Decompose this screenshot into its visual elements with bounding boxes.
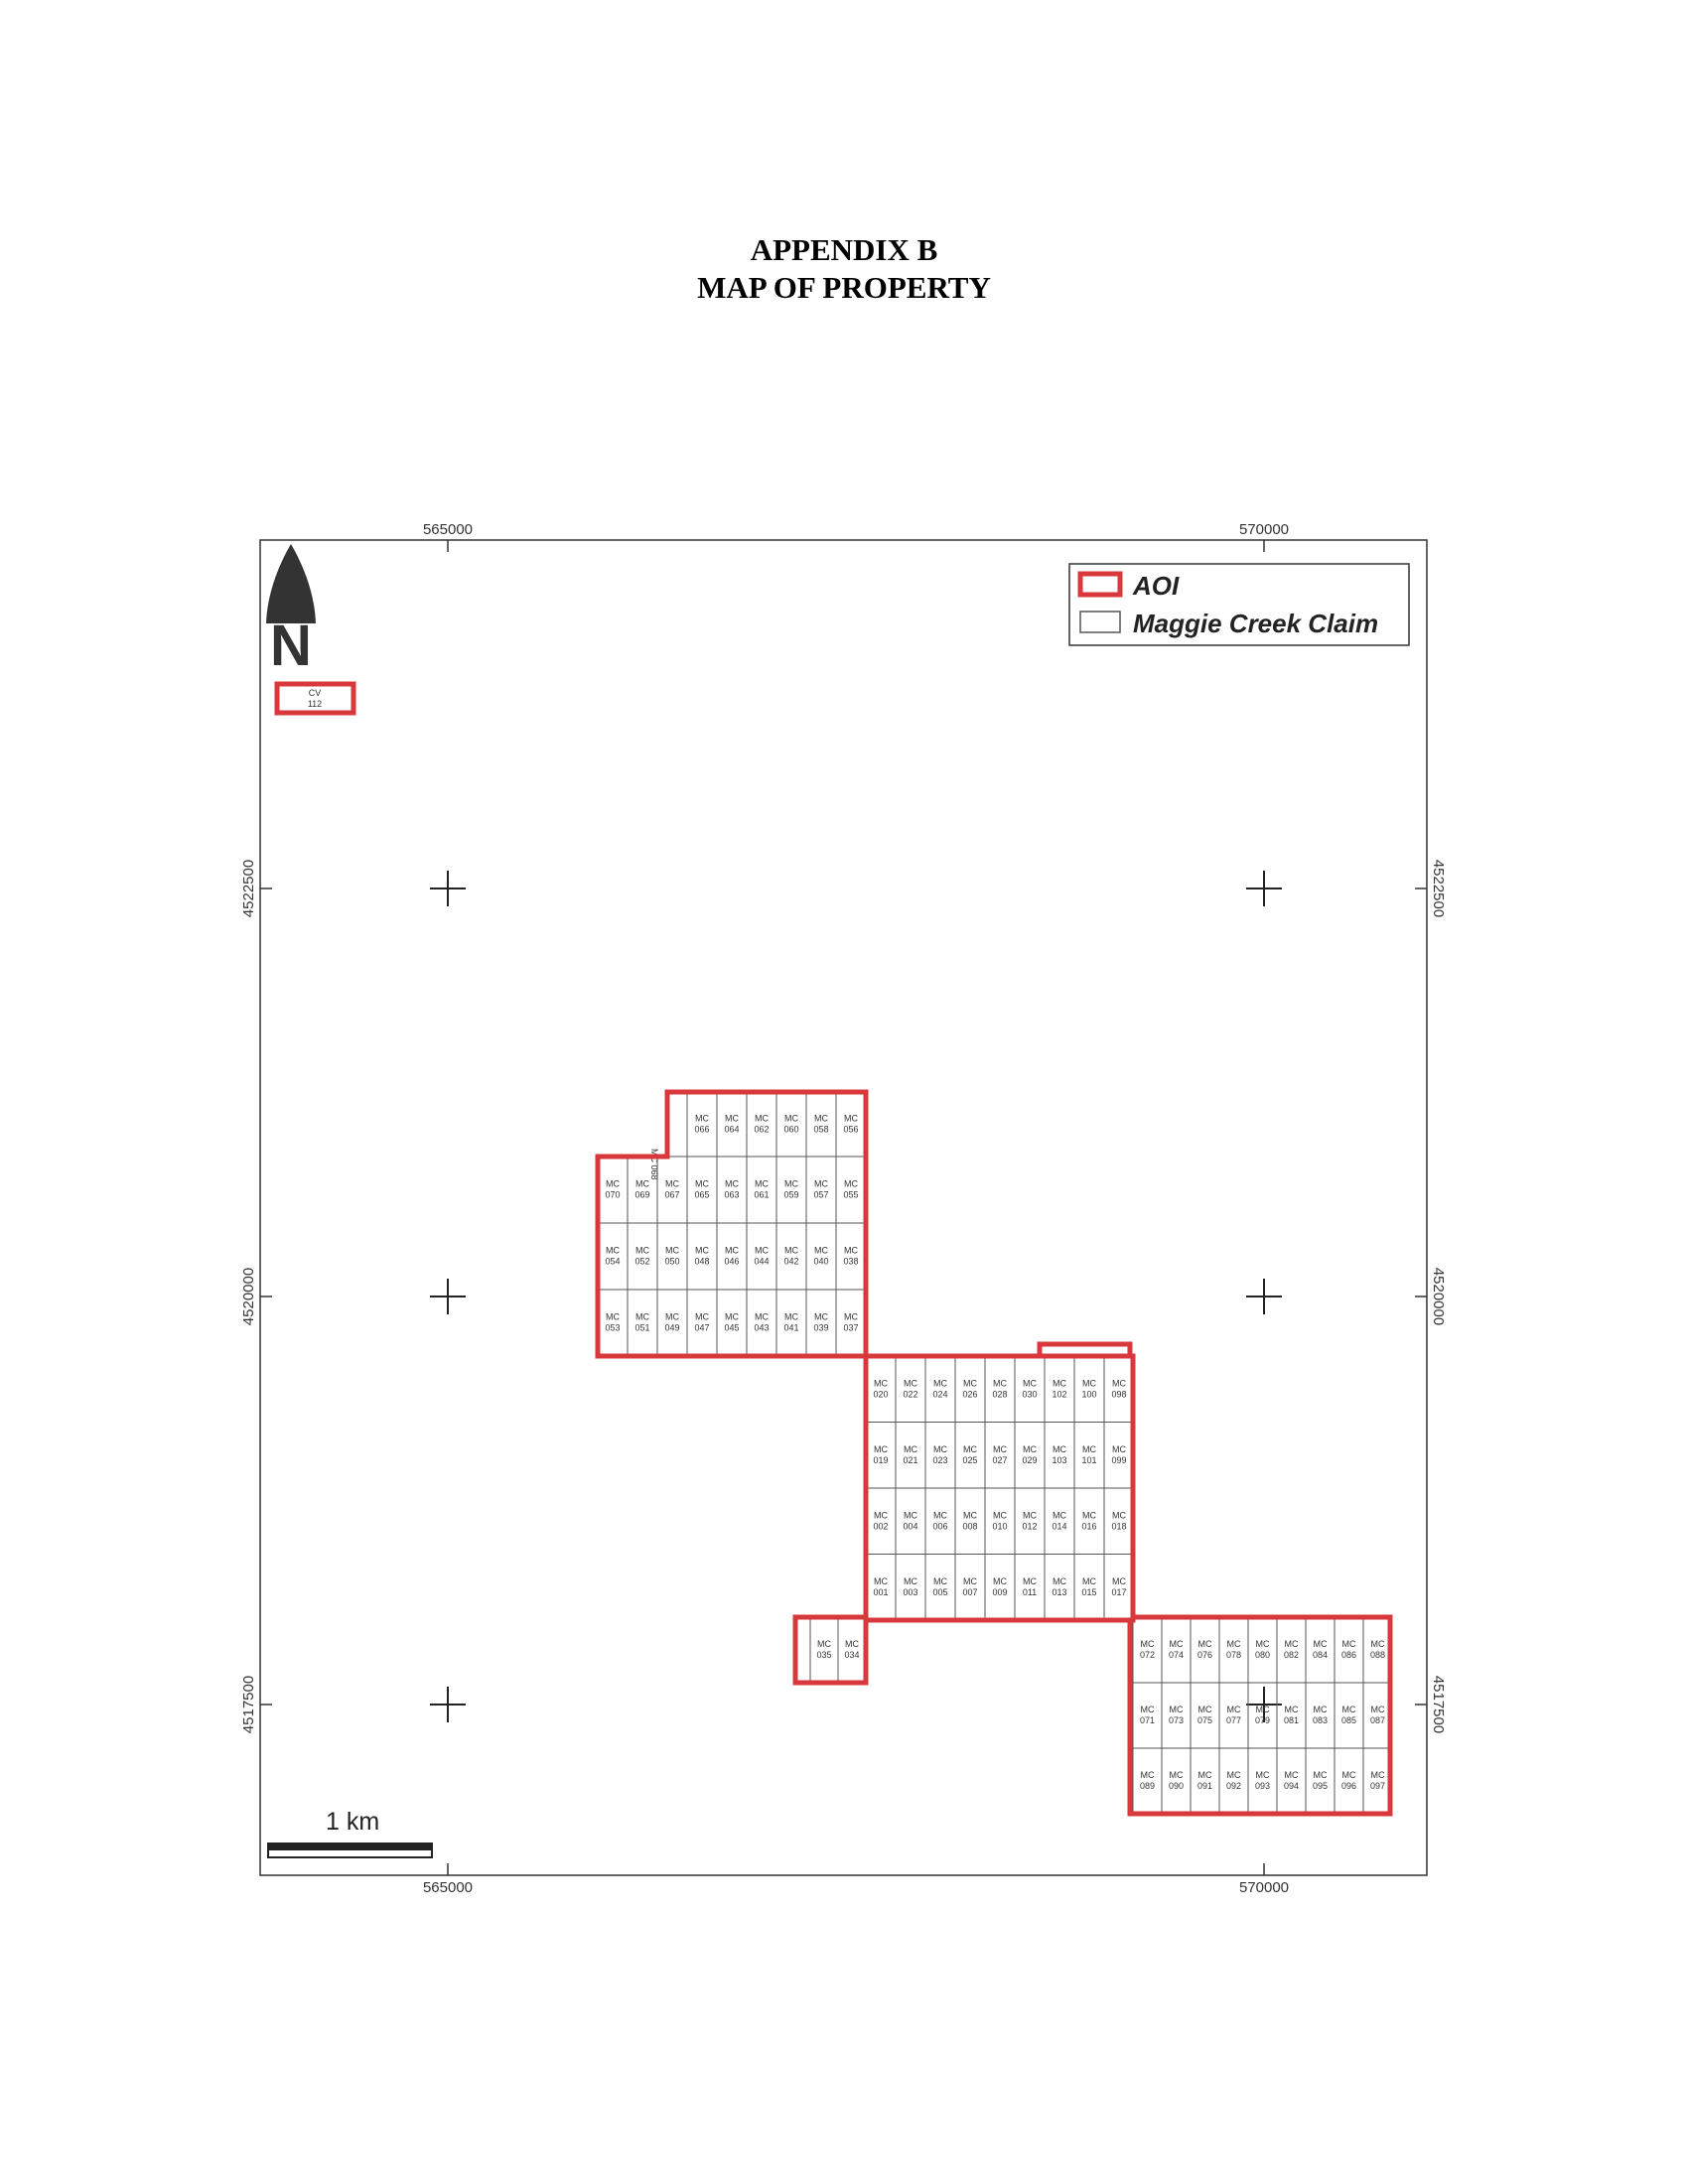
claim-number: 101 [1081, 1454, 1097, 1465]
claim-prefix: MC [874, 1443, 888, 1454]
claim-number: 088 [1369, 1650, 1386, 1660]
claim-prefix: MC [1140, 1639, 1155, 1649]
claim-prefix: MC [963, 1575, 977, 1586]
claim-number: 002 [873, 1521, 889, 1532]
claim-number: 047 [694, 1322, 710, 1333]
claim-number: 006 [932, 1521, 948, 1532]
claim-number: 064 [724, 1124, 740, 1135]
claim-prefix: MC [606, 1311, 620, 1322]
claim-prefix: MC [725, 1245, 739, 1256]
claim-number: 093 [1254, 1781, 1271, 1791]
claim-prefix: MC [1169, 1770, 1184, 1780]
map-legend [1069, 564, 1409, 645]
claim-prefix: MC [695, 1245, 709, 1256]
cv-claim-number: 112 [307, 699, 323, 709]
claim-number: 011 [1022, 1586, 1038, 1597]
claim-prefix: MC [1284, 1639, 1299, 1649]
claim-number: 094 [1283, 1781, 1300, 1791]
claim-number: 062 [754, 1124, 770, 1135]
claim-number: 079 [1254, 1715, 1271, 1725]
claim-number: 103 [1052, 1454, 1067, 1465]
claim-prefix: MC [755, 1113, 769, 1124]
claim-prefix: MC [784, 1113, 798, 1124]
claim-prefix: MC [1082, 1575, 1096, 1586]
claim-number: 015 [1081, 1586, 1097, 1597]
claim-prefix: MC [814, 1113, 828, 1124]
claim-number: 072 [1139, 1650, 1156, 1660]
claim-number: 025 [962, 1454, 978, 1465]
claim-prefix: MC [606, 1245, 620, 1256]
claim-prefix: MC [993, 1510, 1007, 1521]
claim-number: 070 [605, 1189, 621, 1200]
claim-number: 034 [844, 1650, 860, 1660]
claim-number: 009 [992, 1586, 1008, 1597]
claim-number: 041 [783, 1322, 799, 1333]
claim-prefix: MC [993, 1378, 1007, 1389]
claim-prefix: MC [755, 1178, 769, 1189]
easting-label-top-2: 570000 [1238, 521, 1290, 538]
claim-number: 005 [932, 1586, 948, 1597]
claim-prefix: MC [725, 1113, 739, 1124]
northing-label-right-2: 4520000 [1430, 1267, 1447, 1326]
claim-number: 012 [1022, 1521, 1038, 1532]
claim-prefix: MC [874, 1378, 888, 1389]
claim-number: 007 [962, 1586, 978, 1597]
north-arrow-icon [266, 544, 316, 678]
claim-prefix: MC [665, 1311, 679, 1322]
scale-bar-label: 1 km [326, 1808, 380, 1836]
claim-prefix: MC [1313, 1770, 1328, 1780]
claim-prefix: MC [1226, 1639, 1241, 1649]
claim-prefix: MC [1169, 1639, 1184, 1649]
claim-number: 019 [873, 1454, 889, 1465]
claim-prefix: MC [1112, 1575, 1126, 1586]
claim-number: 049 [664, 1322, 680, 1333]
claim-prefix: MC [1140, 1770, 1155, 1780]
claim-prefix: MC [845, 1639, 859, 1649]
claim-number: 026 [962, 1389, 978, 1400]
claim-number: 102 [1052, 1389, 1067, 1400]
claim-number: 063 [724, 1189, 740, 1200]
claim-prefix: MC [1255, 1770, 1270, 1780]
claim-prefix: MC [1226, 1770, 1241, 1780]
claim-prefix: MC [874, 1575, 888, 1586]
claim-number: 097 [1369, 1781, 1386, 1791]
claim-prefix: MC [1255, 1705, 1270, 1714]
claim-prefix: MC [1053, 1510, 1066, 1521]
claim-prefix: MC [933, 1575, 947, 1586]
claim-number: 056 [843, 1124, 859, 1135]
grid-crosses [430, 871, 1282, 1722]
claim-number: 045 [724, 1322, 740, 1333]
claim-number: 004 [903, 1521, 918, 1532]
claim-number: 050 [664, 1256, 680, 1267]
claim-prefix: MC [844, 1311, 858, 1322]
claim-prefix: MC [695, 1311, 709, 1322]
appendix-subheading: MAP OF PROPERTY [697, 270, 991, 305]
claim-prefix: MC [1197, 1705, 1212, 1714]
claim-number: 087 [1369, 1715, 1386, 1725]
claim-prefix: MC [784, 1311, 798, 1322]
claim-number: 092 [1225, 1781, 1242, 1791]
claim-number: 076 [1196, 1650, 1213, 1660]
claim-prefix: MC [933, 1443, 947, 1454]
claim-number: 053 [605, 1322, 621, 1333]
claim-number: 085 [1340, 1715, 1357, 1725]
claim-number: 008 [962, 1521, 978, 1532]
claim-prefix: MC [725, 1311, 739, 1322]
claim-number: 084 [1312, 1650, 1329, 1660]
claim-prefix: MC [755, 1311, 769, 1322]
northing-label-left-2: 4520000 [240, 1267, 257, 1326]
claim-prefix: MC [635, 1311, 649, 1322]
claim-prefix: MC [1313, 1705, 1328, 1714]
claim-prefix: MC [725, 1178, 739, 1189]
claim-prefix: MC [695, 1178, 709, 1189]
claim-prefix: MC [963, 1443, 977, 1454]
claim-prefix: MC [993, 1443, 1007, 1454]
claim-prefix: MC [1370, 1770, 1385, 1780]
claim-prefix: MC [1023, 1378, 1037, 1389]
frame-ticks [260, 540, 1427, 1875]
claim-prefix: MC [755, 1245, 769, 1256]
claim-prefix: MC [904, 1443, 917, 1454]
claim-number: 082 [1283, 1650, 1300, 1660]
claim-number: 059 [783, 1189, 799, 1200]
claim-prefix: MC [844, 1245, 858, 1256]
claim-number: 042 [783, 1256, 799, 1267]
claim-prefix: MC [1082, 1378, 1096, 1389]
claim-number: 043 [754, 1322, 770, 1333]
claim-number: 061 [754, 1189, 770, 1200]
map-frame [260, 540, 1427, 1875]
claim-prefix: MC [1370, 1639, 1385, 1649]
claim-number: 052 [634, 1256, 650, 1267]
claim-number: 017 [1111, 1586, 1127, 1597]
claim-prefix: MC [1112, 1378, 1126, 1389]
claim-number: 081 [1283, 1715, 1300, 1725]
claim-prefix: MC [1053, 1378, 1066, 1389]
claim-prefix: MC [1255, 1639, 1270, 1649]
claim-number: 018 [1111, 1521, 1127, 1532]
claim-number: 021 [903, 1454, 918, 1465]
claim-prefix: MC [904, 1378, 917, 1389]
claim-prefix: MC [1341, 1770, 1356, 1780]
claim-number: 098 [1111, 1389, 1127, 1400]
claim-prefix: MC [904, 1575, 917, 1586]
easting-label-top-1: 565000 [422, 521, 474, 538]
claim-prefix: MC [1197, 1639, 1212, 1649]
claim-prefix: MC [695, 1113, 709, 1124]
claim-prefix: MC [1197, 1770, 1212, 1780]
claim-prefix: MC [784, 1178, 798, 1189]
claim-prefix: MC [1023, 1575, 1037, 1586]
claim-prefix: MC [963, 1378, 977, 1389]
cv-claim [277, 684, 353, 713]
claim-prefix: MC [1053, 1443, 1066, 1454]
claim-number: 035 [816, 1650, 832, 1660]
claim-number: 024 [932, 1389, 948, 1400]
claim-number: 038 [843, 1256, 859, 1267]
claim-prefix: MC [1370, 1705, 1385, 1714]
claim-prefix: MC [933, 1378, 947, 1389]
claim-cell [667, 1092, 687, 1157]
legend-aoi-label: AOI [1133, 571, 1180, 601]
scale-bar [268, 1808, 432, 1857]
claim-number: 083 [1312, 1715, 1329, 1725]
claim-prefix: MC [814, 1245, 828, 1256]
claim-prefix: MC [1226, 1705, 1241, 1714]
claim-prefix: MC [844, 1113, 858, 1124]
claim-prefix: MC [1140, 1705, 1155, 1714]
claim-number: 044 [754, 1256, 770, 1267]
claim-number: 013 [1052, 1586, 1067, 1597]
claim-number: 080 [1254, 1650, 1271, 1660]
claim-number: 099 [1111, 1454, 1127, 1465]
claim-prefix: MC [1023, 1510, 1037, 1521]
claim-number: 001 [873, 1586, 889, 1597]
claim-prefix: MC [874, 1510, 888, 1521]
claim-prefix: MC [1341, 1705, 1356, 1714]
claim-prefix: MC [665, 1245, 679, 1256]
claim-prefix: MC [817, 1639, 831, 1649]
claim-prefix: MC [904, 1510, 917, 1521]
claim-number: 030 [1022, 1389, 1038, 1400]
claim-number: 067 [664, 1189, 680, 1200]
claim-number: 091 [1196, 1781, 1213, 1791]
claim-number: 022 [903, 1389, 918, 1400]
claim-prefix: MC [814, 1311, 828, 1322]
claim-prefix: MC [606, 1178, 620, 1189]
claim-side-label: MC 068 [649, 1149, 659, 1180]
claim-number: 037 [843, 1322, 859, 1333]
claim-prefix: MC [635, 1178, 649, 1189]
claim-number: 046 [724, 1256, 740, 1267]
claim-number: 039 [813, 1322, 829, 1333]
claim-number: 066 [694, 1124, 710, 1135]
claim-number: 051 [634, 1322, 650, 1333]
claim-number: 073 [1168, 1715, 1185, 1725]
claim-number: 020 [873, 1389, 889, 1400]
northing-label-left-1: 4522500 [240, 859, 257, 918]
claim-number: 055 [843, 1189, 859, 1200]
claim-number: 048 [694, 1256, 710, 1267]
claim-number: 003 [903, 1586, 918, 1597]
claim-number: 077 [1225, 1715, 1242, 1725]
claim-number: 078 [1225, 1650, 1242, 1660]
claim-prefix: MC [1023, 1443, 1037, 1454]
claim-number: 086 [1340, 1650, 1357, 1660]
claim-number: 029 [1022, 1454, 1038, 1465]
easting-label-bottom-1: 565000 [422, 1879, 474, 1896]
claim-number: 090 [1168, 1781, 1185, 1791]
claim-number: 095 [1312, 1781, 1329, 1791]
claim-number: 054 [605, 1256, 621, 1267]
claim-number: 075 [1196, 1715, 1213, 1725]
claim-prefix: MC [665, 1178, 679, 1189]
claim-number: 069 [634, 1189, 650, 1200]
claim-prefix: MC [814, 1178, 828, 1189]
claim-number: 060 [783, 1124, 799, 1135]
claim-prefix: MC [844, 1178, 858, 1189]
claim-number: 010 [992, 1521, 1008, 1532]
claim-number: 016 [1081, 1521, 1097, 1532]
claim-prefix: MC [1284, 1705, 1299, 1714]
northing-label-left-3: 4517500 [240, 1675, 257, 1734]
claim-prefix: MC [1112, 1443, 1126, 1454]
claim-prefix: MC [635, 1245, 649, 1256]
claim-number: 089 [1139, 1781, 1156, 1791]
claim-prefix: MC [1082, 1443, 1096, 1454]
appendix-heading: APPENDIX B [750, 232, 938, 267]
claim-prefix: MC [1112, 1510, 1126, 1521]
claim-number: 071 [1139, 1715, 1156, 1725]
claim-prefix: MC [1082, 1510, 1096, 1521]
claim-number: 023 [932, 1454, 948, 1465]
claim-number: 096 [1340, 1781, 1357, 1791]
north-arrow-label: N [270, 614, 312, 678]
claim-number: 040 [813, 1256, 829, 1267]
northing-label-right-1: 4522500 [1430, 859, 1447, 918]
claim-prefix: MC [963, 1510, 977, 1521]
claim-number: 058 [813, 1124, 829, 1135]
claim-prefix: MC [1341, 1639, 1356, 1649]
easting-label-bottom-2: 570000 [1238, 1879, 1290, 1896]
claim-prefix: MC [993, 1575, 1007, 1586]
claim-number: 100 [1081, 1389, 1097, 1400]
claim-prefix: MC [1169, 1705, 1184, 1714]
claim-number: 014 [1052, 1521, 1067, 1532]
claim-number: 074 [1168, 1650, 1185, 1660]
claim-prefix: MC [933, 1510, 947, 1521]
claim-number: 057 [813, 1189, 829, 1200]
claim-prefix: MC [784, 1245, 798, 1256]
claim-prefix: MC [1284, 1770, 1299, 1780]
legend-claim-label: Maggie Creek Claim [1133, 609, 1379, 638]
claim-number: 027 [992, 1454, 1008, 1465]
claim-prefix: MC [1053, 1575, 1066, 1586]
claim-number: 028 [992, 1389, 1008, 1400]
northing-label-right-3: 4517500 [1430, 1675, 1447, 1734]
claim-number: 065 [694, 1189, 710, 1200]
claim-prefix: MC [1313, 1639, 1328, 1649]
cv-claim-prefix: CV [308, 688, 322, 698]
